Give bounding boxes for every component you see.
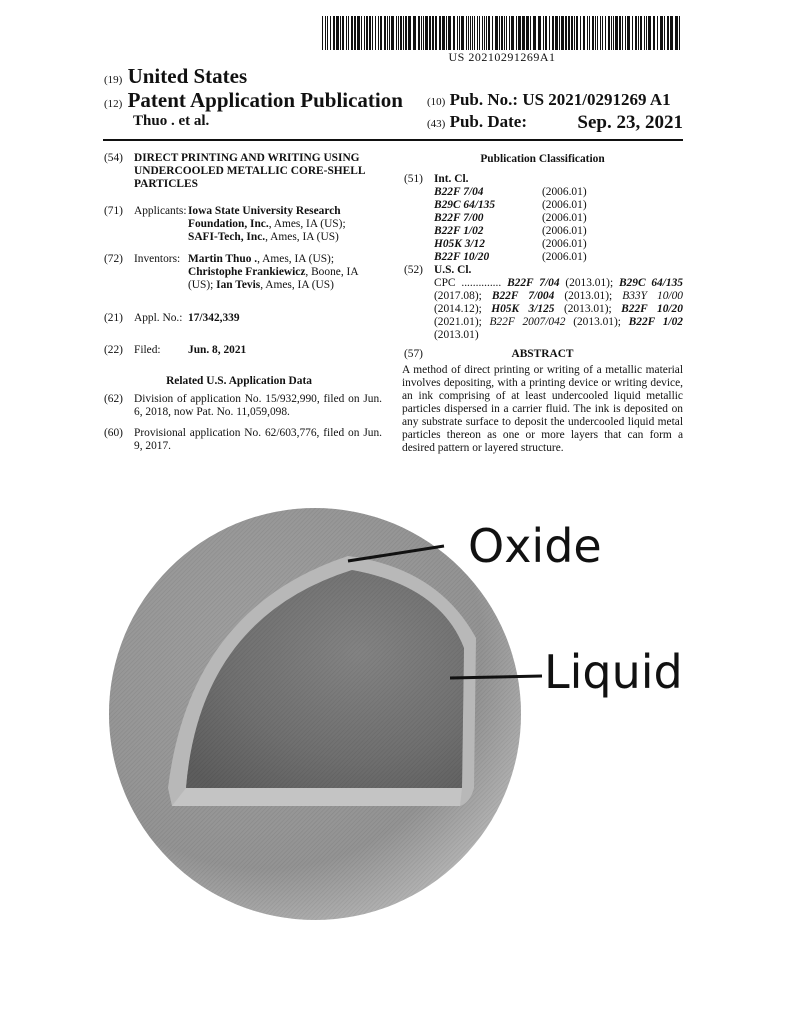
barcode-bar — [327, 16, 328, 50]
inventor-1-name: Martin Thuo . — [188, 253, 258, 265]
barcode-bar — [605, 16, 606, 50]
barcode-bar — [516, 16, 517, 50]
inid-19: (19) — [104, 74, 123, 86]
int-cl-row — [434, 225, 594, 238]
barcode-bar — [361, 16, 362, 50]
inid-62: (62) — [104, 393, 123, 405]
barcode-bar — [336, 16, 339, 50]
barcode-bar — [667, 16, 669, 50]
barcode-bar — [448, 16, 451, 50]
inid-51: (51) — [404, 173, 423, 185]
filed-label: Filed: — [134, 344, 161, 356]
int-cl-version: (2006.01) — [542, 225, 587, 237]
pub-date-line — [427, 112, 683, 132]
barcode-bar — [653, 16, 655, 50]
barcode-bar — [330, 16, 331, 50]
barcode-bar — [495, 16, 498, 50]
inid-52: (52) — [404, 264, 423, 276]
barcode-bar — [453, 16, 455, 50]
barcode-bar — [446, 16, 447, 50]
barcode-bar — [611, 16, 612, 50]
int-cl-row — [434, 199, 594, 212]
inventor-1-location: , Ames, IA (US); — [257, 253, 334, 265]
barcode-bar — [408, 16, 411, 50]
int-cl-class: B22F 10/20 — [434, 251, 490, 263]
int-cl-version: (2006.01) — [542, 212, 587, 224]
barcode-bar — [644, 16, 645, 50]
cpc-version: (2013.01); — [565, 277, 614, 289]
int-cl-class: H05K 3/12 — [434, 238, 485, 250]
oxide-label: Oxide — [468, 519, 602, 573]
pub-number: US 2021/0291269 A1 — [522, 90, 671, 109]
barcode-bar — [398, 16, 399, 50]
inid-43: (43) — [427, 118, 446, 130]
barcode-bar — [378, 16, 379, 50]
int-cl-version: (2006.01) — [542, 186, 587, 198]
barcode-bar — [635, 16, 637, 50]
barcode-bar — [679, 16, 680, 50]
barcode-bar — [638, 16, 639, 50]
int-cl-version: (2006.01) — [542, 251, 587, 263]
barcode-bar — [660, 16, 663, 50]
header-rule — [103, 139, 683, 141]
barcode-bar — [640, 16, 642, 50]
barcode-bar — [552, 16, 554, 50]
barcode-bar — [479, 16, 480, 50]
barcode-bar — [346, 16, 347, 50]
division-text: Division of application No. 15/932,990, filed on Jun. 6, 2018, now Pat. No. 11,059,098. — [134, 393, 382, 418]
barcode-bar — [545, 16, 547, 50]
cpc-version: (2017.08); — [434, 290, 482, 302]
barcode-bar — [442, 16, 445, 50]
barcode-bar — [646, 16, 647, 50]
barcode-bar — [565, 16, 567, 50]
barcode-bar — [354, 16, 356, 50]
publication-type-line — [104, 88, 403, 113]
inid-57: (57) — [404, 348, 423, 360]
barcode-bar — [474, 16, 475, 50]
barcode-bar — [555, 16, 558, 50]
title-block — [104, 152, 374, 191]
barcode-bar — [351, 16, 353, 50]
cpc-version: (2014.12); — [434, 303, 482, 315]
barcode-bar — [466, 16, 467, 50]
us-cl-label: U.S. Cl. — [434, 264, 472, 276]
related-heading: Related U.S. Application Data — [166, 375, 312, 387]
barcode-bar — [413, 16, 416, 50]
inventors-value — [188, 253, 378, 292]
barcode-bar — [648, 16, 651, 50]
int-cl-class: B29C 64/135 — [434, 199, 496, 211]
barcode-bar — [526, 16, 529, 50]
inventors-label: Inventors: — [134, 253, 181, 265]
barcode-bar — [675, 16, 678, 50]
barcode-bar — [574, 16, 575, 50]
cpc-version: (2013.01); — [564, 290, 613, 302]
barcode-bar — [459, 16, 460, 50]
inventor-3-name: Ian Tevis — [216, 279, 261, 291]
barcode-bar — [403, 16, 404, 50]
barcode-bar — [348, 16, 349, 50]
inid-10: (10) — [427, 96, 446, 108]
barcode-bar — [622, 16, 623, 50]
barcode-bar — [511, 16, 514, 50]
barcode-bar — [486, 16, 487, 50]
applicant-1-name: Iowa State University Research — [188, 205, 341, 217]
barcode-bar — [580, 16, 581, 50]
barcode-bar — [325, 16, 326, 50]
inid-71: (71) — [104, 205, 123, 217]
division-block — [104, 393, 382, 419]
barcode-bar — [425, 16, 428, 50]
barcode-bar — [375, 16, 376, 50]
barcode-bar — [380, 16, 382, 50]
barcode-bar — [625, 16, 626, 50]
barcode-bar — [333, 16, 335, 50]
barcode-bar — [602, 16, 603, 50]
cpc-class: H05K 3/125 — [491, 303, 555, 315]
barcode-bar — [492, 16, 493, 50]
barcode-bar — [589, 16, 590, 50]
liquid-label: Liquid — [544, 645, 683, 699]
inid-21: (21) — [104, 312, 123, 324]
barcode-bar — [576, 16, 578, 50]
int-cl-class: B22F 1/02 — [434, 225, 484, 237]
barcode-bar — [561, 16, 564, 50]
applicants-label: Applicants: — [134, 205, 187, 217]
inid-60: (60) — [104, 427, 123, 439]
inid-54: (54) — [104, 152, 123, 164]
barcode-bar — [342, 16, 344, 50]
barcode-bar — [482, 16, 483, 50]
int-cl-version: (2006.01) — [542, 199, 587, 211]
cut-edge — [172, 788, 462, 806]
applicant-2-location: , Ames, IA (US) — [265, 231, 339, 243]
barcode-bar — [470, 16, 471, 50]
applicants-value — [188, 205, 388, 244]
appl-no-label: Appl. No.: — [134, 312, 183, 324]
int-cl-row — [434, 238, 594, 251]
barcode-bar — [608, 16, 610, 50]
barcode-bar — [405, 16, 407, 50]
barcode-bar — [549, 16, 550, 50]
int-cl-version: (2006.01) — [542, 238, 587, 250]
invention-title: DIRECT PRINTING AND WRITING USING UNDERCOOLED METALLIC CORE-SHELL PARTICLES — [134, 152, 365, 190]
applicant-2-name: SAFI-Tech, Inc. — [188, 231, 266, 243]
barcode-bar — [468, 16, 469, 50]
inid-22: (22) — [104, 344, 123, 356]
pub-class-heading: Publication Classification — [480, 153, 605, 165]
inid-12: (12) — [104, 98, 123, 110]
barcode-bar — [538, 16, 541, 50]
country: United States — [127, 64, 248, 88]
barcode-bar — [391, 16, 394, 50]
barcode-bar — [457, 16, 458, 50]
barcode-bar — [461, 16, 464, 50]
barcode-bar — [322, 16, 323, 50]
cpc-version: (2021.01); — [434, 316, 482, 328]
barcode-bar — [396, 16, 397, 50]
pub-number-label: Pub. No.: — [449, 90, 519, 109]
barcode-bar — [559, 16, 560, 50]
barcode-bar — [429, 16, 431, 50]
barcode-bar — [664, 16, 665, 50]
barcode-bar — [477, 16, 478, 50]
barcode-bar — [472, 16, 473, 50]
cpc-class: B22F 1/02 — [628, 316, 683, 328]
barcode-bar — [364, 16, 365, 50]
int-cl-class: B22F 7/00 — [434, 212, 484, 224]
barcode-bar — [583, 16, 585, 50]
barcode-bar — [484, 16, 485, 50]
barcode-bar — [509, 16, 510, 50]
provisional-text: Provisional application No. 62/603,776, filed on Jun. 9, 2017. — [134, 427, 382, 452]
barcode-bar — [501, 16, 503, 50]
barcode-bar — [600, 16, 601, 50]
applicant-1-location: , Ames, IA (US); — [268, 218, 346, 230]
barcode-bar — [543, 16, 544, 50]
applicant-1-name-2: Foundation, Inc. — [188, 218, 269, 230]
barcode-bar — [522, 16, 525, 50]
cpc-block — [434, 277, 683, 342]
int-cl-class: B22F 7/04 — [434, 186, 484, 198]
cpc-version: (2013.01); — [563, 303, 612, 315]
barcode-bar — [369, 16, 371, 50]
inventor-3-prefix: (US); — [188, 279, 214, 291]
barcode-bar — [615, 16, 618, 50]
barcode-number: US 20210291269A1 — [448, 50, 556, 64]
cpc-dots: .............. — [461, 277, 502, 289]
barcode-bar — [400, 16, 402, 50]
barcode-bar — [504, 16, 505, 50]
barcode-bar — [357, 16, 360, 50]
int-cl-row — [434, 186, 594, 199]
abstract-heading: ABSTRACT — [511, 348, 574, 360]
country-line — [104, 64, 247, 89]
barcode-bar — [613, 16, 614, 50]
barcode-bar — [592, 16, 594, 50]
liquid-leader-line — [450, 676, 542, 678]
authors: Thuo . et al. — [133, 113, 210, 129]
pub-date-label: Pub. Date: — [449, 112, 528, 131]
barcode-bar — [389, 16, 390, 50]
inventor-3-location: , Ames, IA (US) — [260, 279, 334, 291]
barcode-bar — [435, 16, 437, 50]
cpc-class: B22F 7/004 — [491, 290, 555, 302]
barcode-bar — [530, 16, 531, 50]
pub-date: Sep. 23, 2021 — [577, 112, 683, 133]
barcode-bar — [439, 16, 441, 50]
pub-number-line — [427, 90, 671, 110]
int-cl-row — [434, 251, 594, 264]
barcode-bar — [568, 16, 570, 50]
barcode-bar — [387, 16, 388, 50]
cpc-class: B29C 64/135 — [618, 277, 683, 289]
barcode-bar — [384, 16, 386, 50]
barcode-bar — [657, 16, 658, 50]
cpc-version: (2013.01); — [573, 316, 621, 328]
barcode-bar — [423, 16, 424, 50]
provisional-block — [104, 427, 382, 453]
inventor-2-location: , Boone, IA — [305, 266, 359, 278]
cpc-label: CPC — [434, 277, 456, 289]
cpc-version: (2013.01) — [434, 329, 479, 341]
abstract-text: A method of direct printing or writing of a metallic material involves depositing, with a printing device or writing device, an ink comprising of at least undercooled liquid metallic particles dispersed in a carrier fluid. The ink is deposited on any substrate surface to deposit the undercooled liquid metal particles thereon as one or more layers that can form a desired pattern or layered structure. — [402, 364, 683, 454]
int-cl-row — [434, 212, 594, 225]
barcode-bar — [372, 16, 373, 50]
barcode-bar — [597, 16, 598, 50]
core-shell-figure — [0, 488, 794, 1024]
barcode-bar — [632, 16, 633, 50]
barcode-bar — [627, 16, 630, 50]
inventor-2-name: Christophe Frankiewicz — [188, 266, 306, 278]
barcode-bar — [619, 16, 621, 50]
barcode-bar — [587, 16, 588, 50]
filed-date: Jun. 8, 2021 — [188, 344, 247, 356]
publication-type: Patent Application Publication — [127, 88, 403, 112]
barcode-bar — [518, 16, 521, 50]
inid-72: (72) — [104, 253, 123, 265]
cpc-class: B22F 2007/042 — [489, 316, 566, 328]
barcode-bar — [432, 16, 434, 50]
barcode-bar — [340, 16, 341, 50]
barcode-bar — [499, 16, 500, 50]
barcode-bar — [571, 16, 573, 50]
barcode-bar — [533, 16, 536, 50]
barcode-bar — [421, 16, 422, 50]
barcode-bar — [488, 16, 490, 50]
cpc-class: B33Y 10/00 — [622, 290, 683, 302]
appl-no: 17/342,339 — [188, 312, 240, 324]
cpc-class: B22F 7/04 — [507, 277, 560, 289]
barcode-bar — [506, 16, 507, 50]
barcode — [322, 16, 682, 50]
barcode-bar — [366, 16, 368, 50]
barcode-bar — [418, 16, 420, 50]
barcode-bar — [670, 16, 673, 50]
barcode-bar — [595, 16, 596, 50]
cpc-class: B22F 10/20 — [621, 303, 683, 315]
int-cl-label: Int. Cl. — [434, 173, 469, 185]
